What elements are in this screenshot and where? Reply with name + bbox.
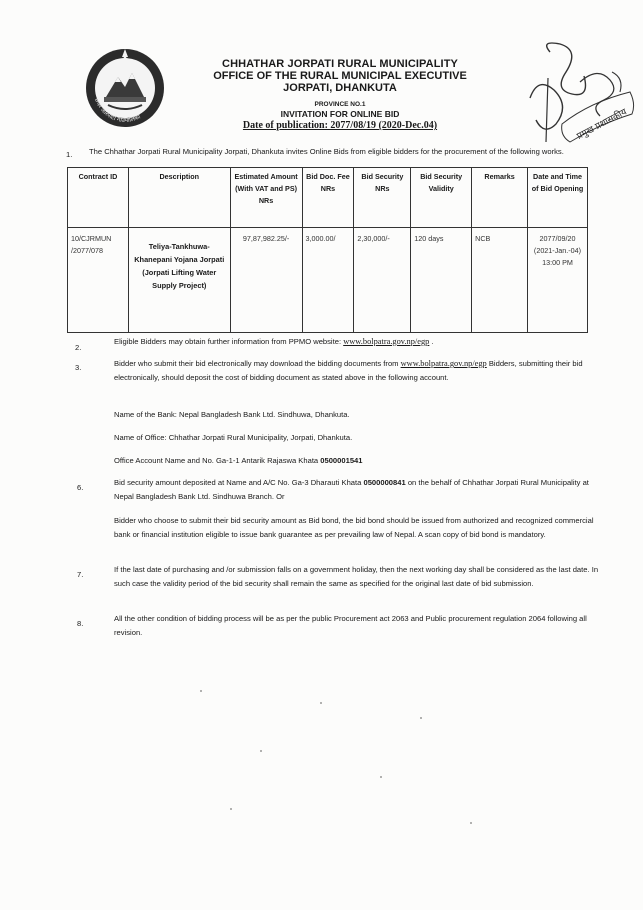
header-location: JORPATI, DHANKUTA [283, 82, 397, 94]
item-2-text [114, 336, 594, 348]
header-municipality: CHHATHAR JORPATI RURAL MUNICIPALITY [222, 58, 458, 70]
scan-speck [260, 750, 262, 752]
scan-speck [230, 808, 232, 810]
item-3-text [114, 357, 598, 384]
publication-date: Date of publication: 2077/08/19 (2020-Dec.04) [242, 120, 438, 131]
item-number: 3. [75, 363, 82, 372]
bid-table [67, 167, 588, 333]
account-label: Office Account Name and No. Ga-1-1 Antarik Rajaswa Khata [114, 456, 321, 465]
account-line [114, 455, 363, 467]
scan-speck [470, 822, 472, 824]
header-bid-doc-fee: Bid Doc. Fee NRs [302, 168, 354, 228]
document-header [200, 58, 480, 132]
item-3-rest: Bidders, submitting their bid electronically, should deposit the cost of bidding document as stated above in the following account. [114, 359, 583, 382]
scan-speck [200, 690, 202, 692]
header-remarks: Remarks [472, 168, 528, 228]
scan-speck [420, 717, 422, 719]
opening-date: 2077/09/20 (2021-Jan.-04) [533, 234, 582, 255]
header-province: PROVINCE NO.1 [314, 101, 366, 108]
ppmo-link[interactable]: www.bolpatra.gov.np/egp [343, 337, 430, 346]
item-number: 8. [77, 619, 84, 628]
header-description: Description [128, 168, 230, 228]
header-office: OFFICE OF THE RURAL MUNICIPAL EXECUTIVE [213, 70, 467, 82]
account-number: 0500001541 [320, 456, 363, 465]
office-name: Name of Office: Chhathar Jorpati Rural Municipality, Jorpati, Dhankuta. [114, 433, 353, 442]
stamp-text: प्रमुख प्रशासकीय [575, 107, 629, 142]
scan-speck [320, 702, 322, 704]
item-number: 2. [75, 343, 82, 352]
item-number: 7. [77, 570, 84, 579]
item-number: 6. [77, 483, 84, 492]
item-3-label: Bidder who submit their bid electronically may download the bidding documents from [114, 359, 401, 368]
header-estimated-amount: Estimated Amount (With VAT and PS) NRs [230, 168, 302, 228]
item-1-text: The Chhathar Jorpati Rural Municipality Jorpati, Dhankuta invites Online Bids from eligible bidders for the procurement of the following works. [89, 147, 564, 156]
signature-stamp [520, 32, 638, 150]
table-row [68, 228, 588, 333]
bid-bond-text: Bidder who choose to submit their bid security amount as Bid bond, the bid bond should be issued from authorized and recognized commercial bank or financial institution eligible to issue bank guarantee as per prevailing law of Nepal. A scan copy of bid bond is mandatory. [114, 516, 594, 539]
security-account-number: 0500000841 [363, 478, 406, 487]
item-2-end: . [429, 337, 434, 346]
bolpatra-link[interactable]: www.bolpatra.gov.np/egp [400, 359, 487, 368]
table-header-row [68, 168, 588, 228]
logo-text: छथर जोरपाटी गाउँपालिका [92, 97, 142, 125]
bank-name: Name of the Bank: Nepal Bangladesh Bank Ltd. Sindhuwa, Dhankuta. [114, 410, 350, 419]
item-6-text [114, 476, 600, 503]
item-6-label: Bid security amount deposited at Name and A/C No. Ga-3 Dharauti Khata [114, 478, 364, 487]
opening-time: 13:00 PM [542, 258, 573, 267]
cell-validity: 120 days [411, 228, 472, 333]
scan-speck [380, 776, 382, 778]
cell-security: 2,30,000/- [354, 228, 411, 333]
header-bid-security-validity: Bid Security Validity [411, 168, 472, 228]
cell-description: Teliya-Tankhuwa-Khanepani Yojana Jorpati (Jorpati Lifting Water Supply Project) [128, 228, 230, 333]
cell-opening [528, 228, 588, 333]
header-bid-security: Bid Security NRs [354, 168, 411, 228]
item-7-text: If the last date of purchasing and /or submission falls on a government holiday, then the next working day shall be considered as the last date. In such case the validity period of the bid security shall remain the same as specified for the original last date of bid submission. [114, 565, 599, 588]
header-bid-opening: Date and Time of Bid Opening [528, 168, 588, 228]
cell-contract-id: 10/CJRMUN /2077/078 [68, 228, 129, 333]
cell-fee: 3,000.00/ [302, 228, 354, 333]
item-2-label: Eligible Bidders may obtain further information from PPMO website: [114, 337, 344, 346]
item-8-text: All the other condition of bidding process will be as per the public Procurement act 2063 and Public procurement regulation 2064 following all revision. [114, 614, 587, 637]
header-invitation: INVITATION FOR ONLINE BID [280, 109, 400, 119]
item-6-rest: on the behalf of Chhathar Jorpati Rural Municipality at Nepal Bangladesh Bank Ltd. Sindhuwa Branch. Or [114, 478, 589, 501]
municipality-logo [84, 47, 166, 129]
cell-amount: 97,87,982.25/- [230, 228, 302, 333]
cell-remarks: NCB [472, 228, 528, 333]
header-contract-id: Contract ID [68, 168, 129, 228]
item-number: 1. [66, 150, 73, 159]
